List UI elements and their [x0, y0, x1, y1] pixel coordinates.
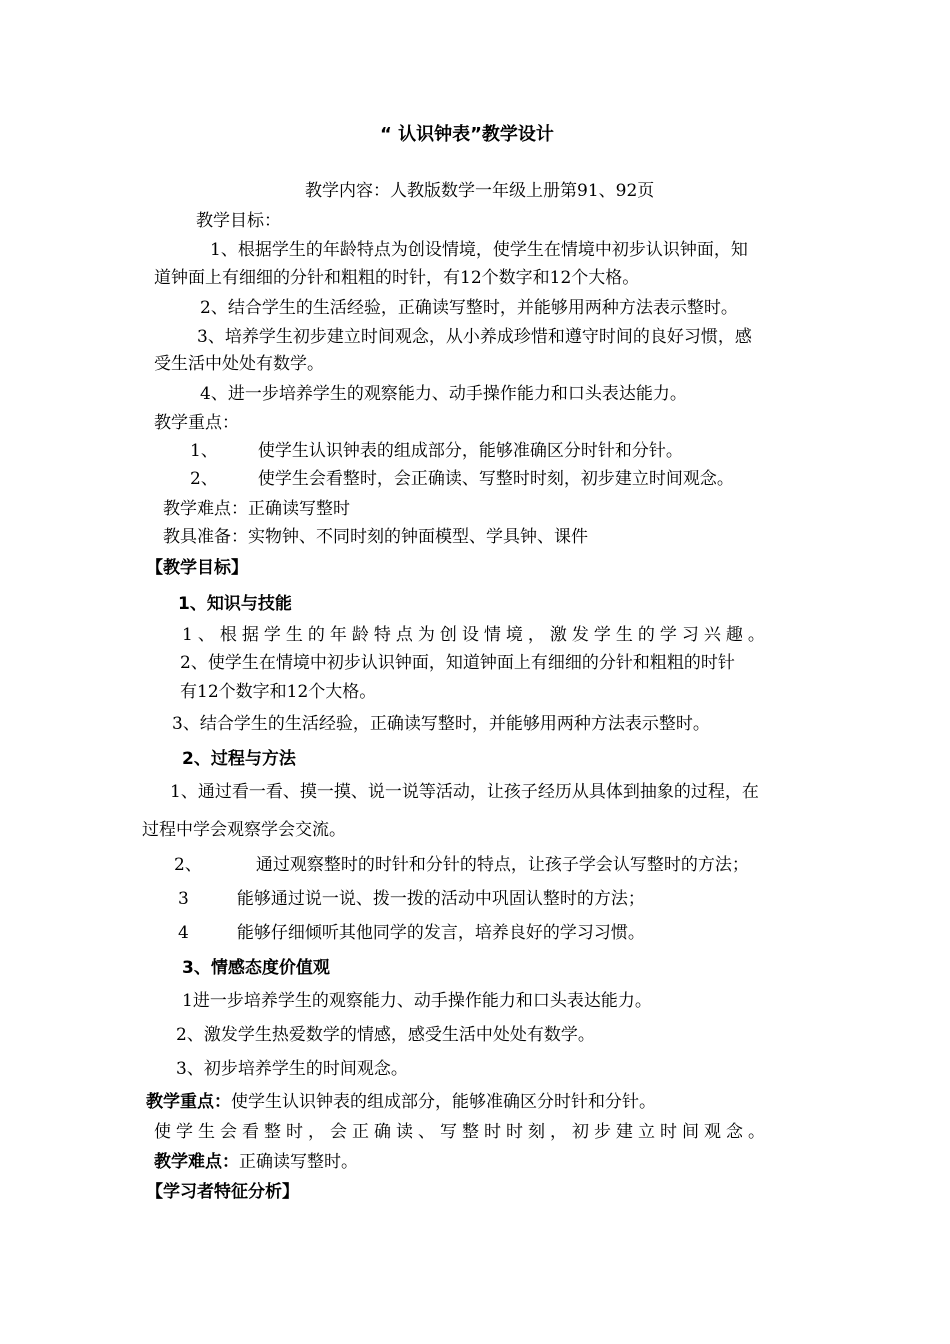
knowledge-item: 2、使学生在情境中初步认识钟面，知道钟面上有细细的分针和粗粗的时针	[180, 653, 735, 673]
key-point-num: 1、	[190, 441, 218, 461]
objective-line: 受生活中处处有数学。	[154, 354, 324, 374]
key-point-item	[190, 440, 683, 462]
process-text: 能够通过说一说、拨一拨的活动中巩固认整时的方法；	[236, 889, 645, 909]
difficulty-label: 教学难点：	[154, 1152, 239, 1172]
difficulty-line: 教学难点：正确读写整时	[163, 499, 350, 519]
attitude-item: 2、激发学生热爱数学的情感，感受生活中处处有数学。	[176, 1025, 595, 1045]
process-item: 过程中学会观察学会交流。	[142, 820, 346, 840]
difficulty-text: 正确读写整时。	[239, 1152, 358, 1172]
knowledge-item: 有12个数字和12个大格。	[180, 682, 377, 702]
attitude-item: 1进一步培养学生的观察能力、动手操作能力和口头表达能力。	[182, 991, 652, 1011]
process-numbered-item	[178, 922, 645, 944]
process-item: 1、通过看一看、摸一摸、说一说等活动，让孩子经历从具体到抽象的过程，在	[170, 782, 759, 802]
key-point-item	[190, 468, 734, 490]
focus-line	[146, 1091, 656, 1113]
focus-text-2: 使学生会看整时，会正确读、写整时时刻，初步建立时间观念。	[154, 1122, 770, 1142]
objective-line: 4、进一步培养学生的观察能力、动手操作能力和口头表达能力。	[200, 384, 687, 404]
content-line: 教学内容：人教版数学一年级上册第91、92页	[305, 181, 655, 201]
key-point-text: 使学生认识钟表的组成部分，能够准确区分时针和分针。	[257, 441, 683, 461]
sub-heading-attitude: 3、情感态度价值观	[182, 958, 330, 978]
knowledge-item: 1、根据学生的年龄特点为创设情境，激发学生的学习兴趣。	[182, 625, 770, 645]
section-heading-objectives: 【教学目标】	[146, 558, 248, 578]
focus-text: 使学生认识钟表的组成部分，能够准确区分时针和分针。	[231, 1092, 656, 1112]
focus-label: 教学重点：	[146, 1092, 231, 1112]
process-text: 能够仔细倾听其他同学的发言，培养良好的学习习惯。	[236, 923, 645, 943]
sub-heading-knowledge: 1、知识与技能	[178, 594, 292, 614]
objectives-label: 教学目标：	[196, 211, 281, 231]
key-point-text: 使学生会看整时，会正确读、写整时时刻，初步建立时间观念。	[257, 469, 734, 489]
tools-line: 教具准备：实物钟、不同时刻的钟面模型、学具钟、课件	[163, 527, 588, 547]
objective-line: 3、培养学生初步建立时间观念，从小养成珍惜和遵守时间的良好习惯，感	[197, 327, 752, 347]
knowledge-item: 3、结合学生的生活经验，正确读写整时，并能够用两种方法表示整时。	[172, 714, 710, 734]
process-numbered-item	[178, 888, 645, 910]
key-point-num: 2、	[190, 469, 218, 489]
sub-heading-process: 2、过程与方法	[182, 749, 296, 769]
process-num: 4	[178, 923, 189, 943]
objective-line: 1、根据学生的年龄特点为创设情境，使学生在情境中初步认识钟面，知	[210, 240, 748, 260]
process-numbered-item	[174, 854, 749, 876]
difficulty-focus-line	[154, 1151, 358, 1173]
objective-line: 2、结合学生的生活经验，正确读写整时，并能够用两种方法表示整时。	[200, 298, 738, 318]
process-num: 2、	[174, 855, 202, 875]
attitude-item: 3、初步培养学生的时间观念。	[176, 1059, 408, 1079]
key-points-label: 教学重点：	[154, 413, 239, 433]
process-num: 3	[178, 889, 189, 909]
objective-line: 道钟面上有细细的分针和粗粗的时针，有12个数字和12个大格。	[154, 268, 640, 288]
page-title: “ 认识钟表”教学设计	[380, 124, 554, 145]
process-text: 通过观察整时的时针和分针的特点，让孩子学会认写整时的方法；	[255, 855, 749, 875]
section-heading-learner: 【学习者特征分析】	[146, 1182, 299, 1202]
